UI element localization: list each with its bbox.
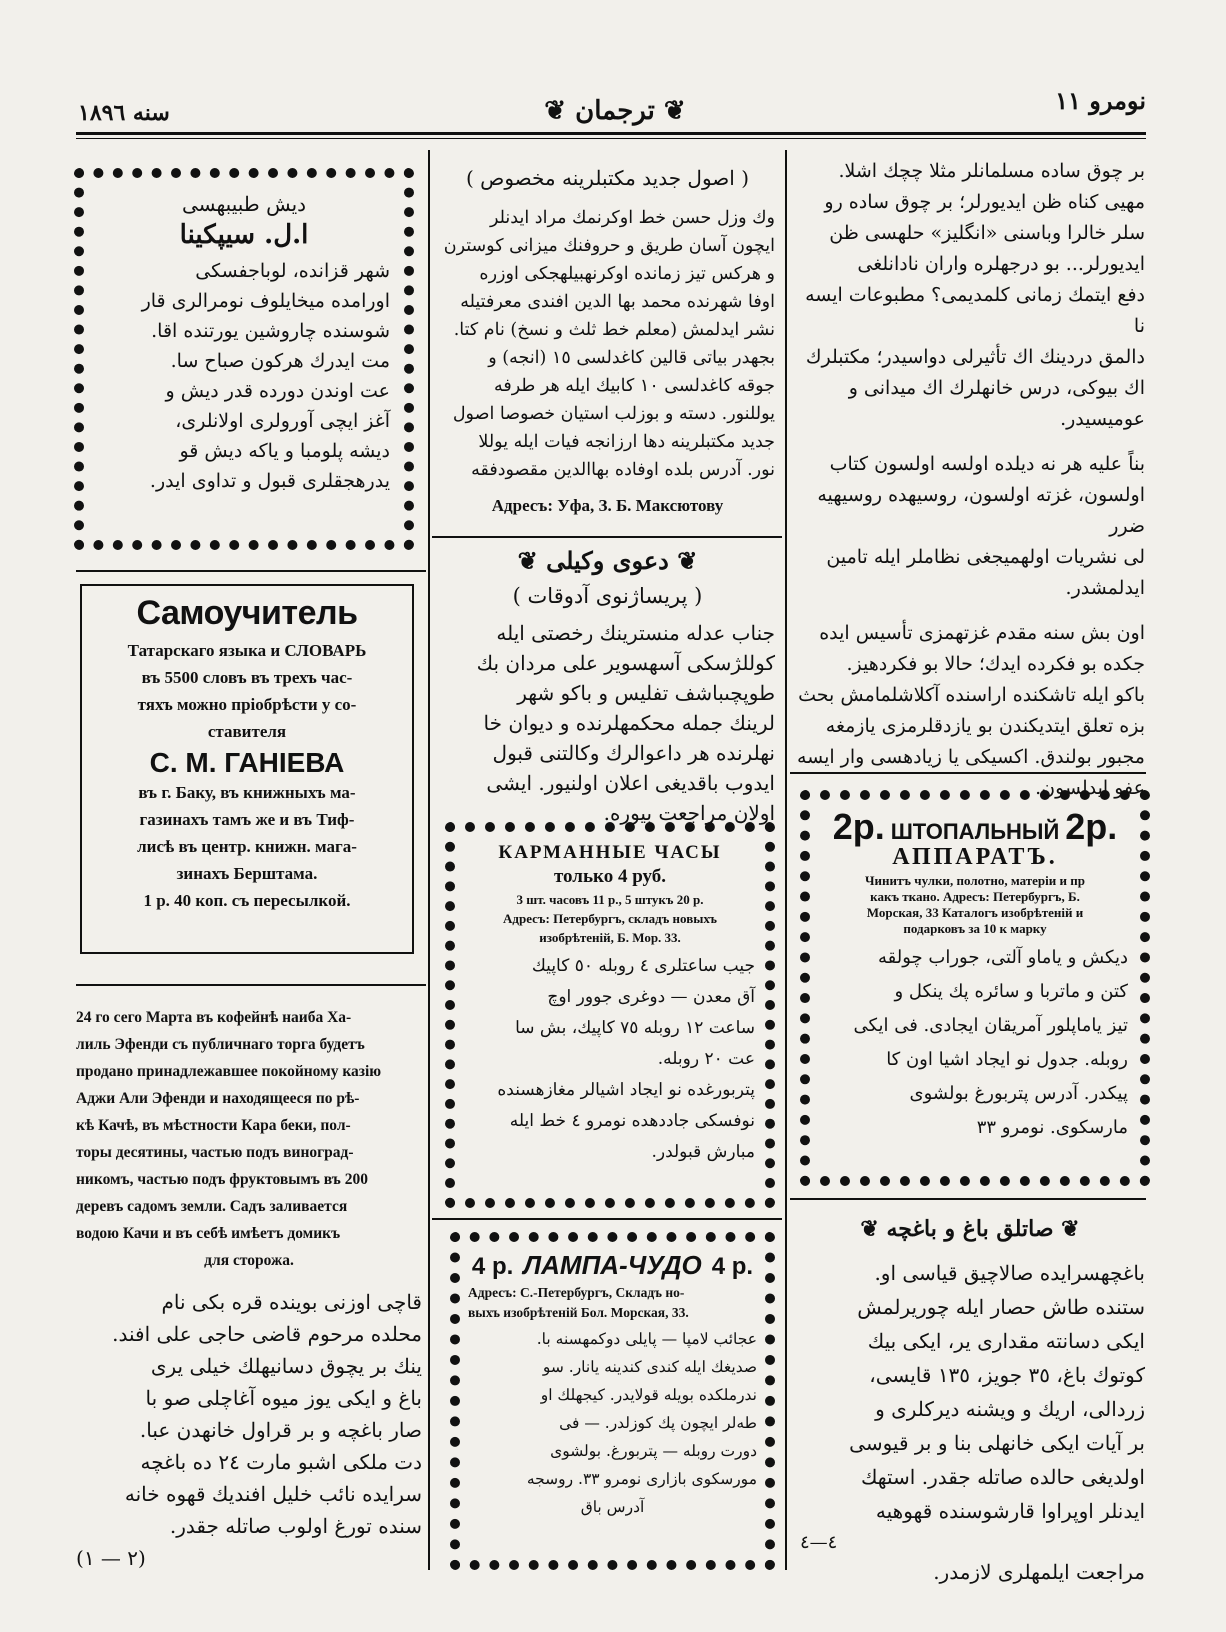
darning-line: مارسكوى. نومرو ٣٣ [976, 1117, 1128, 1138]
dentist-body [84, 250, 404, 496]
darning-line: روبله. جدول نو ايجاد اشيا اون كا [886, 1049, 1128, 1070]
auction-line: 24 го сего Марта въ кофейнѣ наиба Ха- [76, 1009, 352, 1026]
samouchitel-text2 [82, 779, 412, 914]
article-line: اولسون، غزته اولسون، روسيهده روسيهيه ضرر [817, 484, 1145, 537]
sale-line: ايكى دسانته مقدارى ير، ايكى بيك [867, 1329, 1145, 1353]
watch-line: مبارش قبولدر. [651, 1142, 755, 1162]
usul-line: نور. آدرس بلده اوفاده بهاالدين مقصودفقه [471, 460, 775, 480]
dentist-line: ديشه پلومبا و ياكه ديش قو [179, 440, 390, 462]
watch-info-line: 3 шт. часовъ 11 р., 5 штукъ 20 р. [516, 892, 704, 907]
samouchitel-title: Самоучитель [136, 594, 358, 632]
rule [790, 1198, 1146, 1200]
advocate-line: ايدوب باقديغى اعلان اولنيور. ايشى [486, 771, 775, 795]
garden-line: قاچى اوزنى بوينده قره بكى نام [161, 1290, 422, 1314]
article-line: بزه تعلق ايتديكندن بو يازدقلرمزى يازمغه [825, 715, 1145, 737]
dentist-line: مت ايدرك هركون صباح سا. [170, 350, 390, 372]
usul-line: جوقه كاغدلسى ١٠ كابيك ايله هر طرفه [493, 376, 775, 396]
lamp-info-line: выхъ изобрѣтеній Бол. Морская, 33. [468, 1305, 689, 1320]
darning-info [810, 871, 1140, 939]
samouchitel-line: зинахъ Берштама. [176, 864, 318, 883]
usul-line: اوفا شهرنده محمد بها الدين افندى معرفتيله [460, 292, 775, 312]
darning-name: АППАРАТЪ. [892, 844, 1058, 870]
usul-line: ايچون آسان طريق و حروفنك ميزانى كوسترن [443, 236, 775, 256]
dentist-name: ا.ل. سيپكينا [179, 220, 309, 250]
rule [432, 536, 782, 538]
darning-price-left: 2р. [832, 806, 885, 847]
garden-number: (٢ — ١) [76, 1546, 146, 1570]
usul-line: جديد مكتبلرينه دها ارزانجه فيات ايله يوللا [478, 432, 775, 452]
garden-line: محلده مرحوم قاضى حاجى على افند. [112, 1322, 422, 1346]
auction-line: деревъ садомъ земли. Садъ заливается [76, 1198, 348, 1215]
sale-heading [795, 1216, 1145, 1242]
auction-line: продано принадлежавшее покойному казію [76, 1063, 382, 1080]
advocate-line: جناب عدله منسترينك رخصتى ايله [496, 621, 775, 645]
auction-line: торы десятины, частью подъ виноград- [76, 1144, 354, 1161]
darning-info-line: подарковъ за 10 к марку [903, 921, 1047, 936]
rule [76, 570, 426, 572]
samouchitel-line: лисѣ въ центр. книжн. мага- [137, 837, 357, 856]
garden-notice [76, 1286, 422, 1574]
watch-info [455, 890, 765, 947]
darning-line: تيز ياماپلور آمريقان ايجادى. فى ايكى [853, 1015, 1128, 1036]
dentist-title: ديش طبيبهسى [181, 192, 307, 216]
garden-line: ينك بر يچوق دسانيهلك خيلى يرى [150, 1354, 422, 1378]
dentist-ad [74, 168, 414, 550]
article-line: باكو ايله تاشكنده اراسنده آكلاشلمامش بحث [798, 684, 1145, 706]
sale-number: ٤—٤ [800, 1532, 838, 1553]
article-line: سلر خالرا وباسنى «انگليز» حلهسى ظن [829, 222, 1145, 244]
dentist-line: اورامده ميخايلوف نومرالرى قار [141, 290, 390, 312]
sale-line: باغچهسرايده صالاچيق قياسى او. [874, 1261, 1145, 1285]
masthead-number [1055, 86, 1146, 115]
lamp-line: طەلر ايچون پك كوزلدر. — فى [559, 1414, 757, 1432]
article-line: عوميسيدر. [1060, 408, 1145, 430]
advocate-heading [440, 546, 775, 575]
samouchitel-ad [80, 584, 414, 954]
article-line: ايديورلر... بو درجهلره واران نادانلغى [857, 253, 1145, 275]
lamp-info [460, 1281, 765, 1325]
darning-price-right: 2р. [1065, 806, 1118, 847]
usul-line: بجهدر بياتى قالين كاغدلسى ١٥ (انجه) و [488, 348, 775, 368]
advocate-body [440, 618, 775, 828]
watch-ad [445, 822, 775, 1208]
watch-price: только 4 руб. [553, 866, 667, 887]
ornament-left-icon: ❦ [1053, 1216, 1080, 1242]
article-body [795, 156, 1145, 804]
darning-body [810, 939, 1140, 1147]
masthead-year-text: سنه ١٨٩٦ [78, 100, 170, 126]
auction-line: Аджи Али Эфенди и находящееся по рѣ- [76, 1090, 360, 1107]
watch-line: جيب ساعتلرى ٤ روبله ٥٠ كاپيك [531, 956, 755, 976]
article-line: اون بش سنه مقدم غزتهمزى تأسيس ايده [819, 622, 1145, 644]
samouchitel-line: въ г. Баку, въ книжныхъ ма- [138, 783, 356, 802]
lamp-line: آدرس باق [580, 1498, 645, 1516]
lamp-body [460, 1325, 765, 1521]
watch-line: نوفسكى جاددهده نومرو ٤ خط ايله [509, 1111, 755, 1131]
advocate-line: لرينك جمله محكمهلرنده و ديوان خا [483, 711, 775, 735]
ornament-right-icon: ❦ [860, 1216, 887, 1242]
watch-title: КАРМАННЫЕ ЧАСЫ [498, 842, 722, 863]
samouchitel-line: ставителя [207, 722, 287, 741]
garden-line: سنده تورغ اولوب صاتله جقدر. [169, 1514, 422, 1538]
samouchitel-text [82, 637, 412, 745]
darning-title-row [810, 806, 1140, 848]
masthead-title [520, 96, 710, 126]
article-line: مجبور بولندق. اكسيكى يا زيادهسى وار ايسه [796, 746, 1145, 768]
usul-body [440, 204, 775, 484]
darning-line: كتن و ماتربا و سائره پك ينكل و [894, 981, 1128, 1002]
ornament-right-icon: ❦ [517, 546, 547, 575]
article-line: جكده بو فكرده ايدك؛ حالا بو فكردهيز. [846, 653, 1145, 675]
auction-line: водою Качи и въ себѣ имѣетъ домикъ [76, 1225, 341, 1242]
article-line: دالمق دردينك اك تأثيرلى دواسيدر؛ مكتبلرك [805, 346, 1145, 368]
watch-line: پتربورغده نو ايجاد اشيالر مغازهسنده [497, 1080, 755, 1100]
darning-info-line: какъ ткано. Адресъ: Петербургъ, Б. [870, 889, 1080, 904]
lamp-title: ЛАМПА-ЧУДО [523, 1250, 702, 1280]
article-line: ايدلمشدر. [1065, 577, 1145, 599]
samouchitel-price: 1 р. 40 коп. съ пересылкой. [143, 891, 351, 910]
sale-line: ستنده طاش حصار ايله چوريرلمش [857, 1295, 1145, 1319]
rule [790, 772, 1146, 774]
lamp-price-left: 4 р. [471, 1253, 514, 1280]
sale-line: اولديغى حالده صاتله جقدر. استهك [860, 1465, 1145, 1489]
usul-line: يوللنور. دسته و بوزلب استيان خصوصا اصول [452, 404, 775, 424]
lamp-ad [450, 1232, 775, 1570]
usul-address: Адресъ: Уфа, З. Б. Максютову [491, 496, 724, 515]
rule [432, 1218, 782, 1220]
lamp-line: صديغك ايله كندى كندينه يانار. سو [542, 1358, 757, 1376]
usul-line: و هركس تيز زمانده اوكرنهبيلهجكى اوزره [479, 264, 775, 284]
sale-heading-text: صاتلق باغ و باغچه [886, 1216, 1054, 1242]
article-line: مهيى كناه ظن ايديورلر؛ بر چوق ساده رو [824, 191, 1145, 213]
garden-line: باغ و ايكى يوز ميوه آغاچلى صو با [145, 1386, 422, 1410]
usul-heading: ( اصول جديد مكتبلرينه مخصوص ) [465, 166, 749, 190]
garden-line: سرايده نائب خليل افنديك قهوه خانه [124, 1482, 422, 1506]
ornament-right-icon: ❦ [544, 96, 576, 126]
sale-line: زردالى، اريك و ويشنه ديركلرى و [875, 1397, 1145, 1421]
watch-line: آق معدن — دوغرى جوور اوچ [547, 987, 755, 1007]
column-rule-left [428, 150, 430, 1570]
lamp-line: مورسكوى بازارى نومرو ٣٣. روسجه [526, 1470, 757, 1488]
article-line: دفع ايتمك زمانى كلمديمى؟ مطبوعات ايسه نا [805, 284, 1145, 337]
advocate-line: طوپچىباشف تفليس و باكو شهر [517, 681, 775, 705]
darning-ad [800, 790, 1150, 1186]
dentist-line: عت اوندن دورده قدر ديش و [165, 380, 390, 402]
advocate-line: اولان مراجعت بيوره. [603, 801, 775, 825]
watch-info-line: изобрѣтеній, Б. Мор. 33. [539, 930, 681, 945]
watch-body [455, 947, 765, 1168]
auction-line: никомъ, частью подъ фруктовымъ въ 200 [76, 1171, 368, 1188]
watch-line: عت ٢٠ روبله. [657, 1049, 755, 1069]
dentist-line: آغز ايچى آورولرى اولانلرى، [175, 410, 390, 432]
samouchitel-line: тяхъ можно пріобрѣсти у со- [137, 695, 357, 714]
darning-line: ديكش و ياماو آلتى، جوراب چولقه [878, 947, 1128, 968]
ornament-left-icon: ❦ [668, 546, 698, 575]
advocate-line: نهلرنده هر داعوالرك وكالتنى قبول [492, 741, 775, 765]
lamp-price-right: 4 р. [711, 1253, 754, 1280]
sale-last-line: مراجعت ايلمهلرى لازمدر. [933, 1560, 1145, 1584]
masthead-rule [76, 132, 1146, 135]
usul-line: نشر ايدلمش (معلم خط ثلث و نسخ) نام كتا. [453, 320, 775, 340]
ornament-left-icon: ❦ [654, 96, 686, 126]
darning-line: پيكدر. آدرس پتربورغ بولشوى [909, 1083, 1128, 1104]
article-line: عفو ايدلسون. [1035, 777, 1145, 799]
lamp-line: دورت روبله — پتربورغ. بولشوى [550, 1442, 757, 1460]
masthead-year [78, 100, 170, 126]
masthead-rule-thin [76, 138, 1146, 139]
lamp-title-row [460, 1250, 765, 1281]
samouchitel-author: С. М. ГАНІЕВА [149, 747, 345, 778]
darning-info-line: Морская, 33 Каталогъ изобрѣтеній и [866, 905, 1084, 920]
lamp-info-line: Адресъ: С.-Петербургъ, Складъ но- [468, 1285, 685, 1300]
auction-line: кѣ Качѣ, въ мѣстности Кара беки, пол- [76, 1117, 351, 1134]
sale-body [795, 1256, 1145, 1528]
article-line: بناً عليه هر نه ديلده اولسه اولسون كتاب [829, 453, 1145, 475]
garden-line: دت ملكى اشبو مارت ٢٤ ده باغچه [140, 1450, 422, 1474]
dentist-line: يدرهجقلرى قبول و تداوى ايدر. [149, 470, 390, 492]
advocate-heading-text: دعوى وكيلى [546, 546, 669, 575]
auction-line: лиль Эфенди съ публичнаго торга будетъ [76, 1036, 365, 1053]
column-rule-right [785, 150, 787, 1570]
article-line: بر چوق ساده مسلمانلر مثلا چچك اشلا. [838, 160, 1145, 182]
article-line: لى نشريات اولهميجغى نظاملر ايله تامين [826, 546, 1145, 568]
masthead-title-text: ترجمان [575, 96, 655, 126]
usul-line: وك وزل حسن خط اوكرنمك مراد ايدنلر [489, 208, 775, 228]
samouchitel-line: Татарскаго языка и СЛОВАРЬ [127, 641, 367, 660]
lamp-line: عجائب لامپا — پايلى دوكمهسنه با. [536, 1330, 757, 1348]
samouchitel-line: газинахъ тамъ же и въ Тиф- [139, 810, 355, 829]
watch-line: ساعت ١٢ روبله ٧٥ كاپيك، بش سا [515, 1018, 755, 1038]
masthead-number-text: نومرو ١١ [1055, 86, 1146, 115]
sale-line: ايدنلر اوپراوا قارشوسنده قهوهيه [875, 1499, 1145, 1523]
rule [76, 984, 426, 986]
watch-info-line: Адресъ: Петербургъ, складъ новыхъ [503, 911, 717, 926]
advocate-subheading: ( پريساژنوى آدوقات ) [512, 584, 703, 608]
auction-notice [76, 1004, 422, 1274]
lamp-line: ندرملكده بويله قولايدر. كيجهلك او [540, 1386, 757, 1404]
sale-line: كوتوك باغ، ٣٥ جويز، ١٣٥ قايسى، [869, 1363, 1145, 1387]
auction-line: для сторожа. [204, 1252, 294, 1269]
article-line: اك بيوكى، درس خانهلرك اك ميدانى و [848, 377, 1145, 399]
dentist-line: شهر قزانده، لوباجفسكى [195, 260, 390, 282]
darning-info-line: Чинитъ чулки, полотно, матеріи и пр [865, 873, 1085, 888]
sale-line: بر آيات ايكى خانهلى بنا و بر قيوسى [849, 1431, 1145, 1455]
samouchitel-line: въ 5500 словъ въ трехъ час- [141, 668, 353, 687]
advocate-line: كوللژسكى آسهسوير على مردان بك [476, 651, 775, 675]
garden-line: صار باغچه و بر قراول خانهدن عبا. [139, 1418, 422, 1442]
dentist-line: شوسنده چاروشين يورتنده اقا. [151, 320, 390, 342]
darning-title: ШТОПАЛЬНЫЙ [890, 819, 1060, 844]
